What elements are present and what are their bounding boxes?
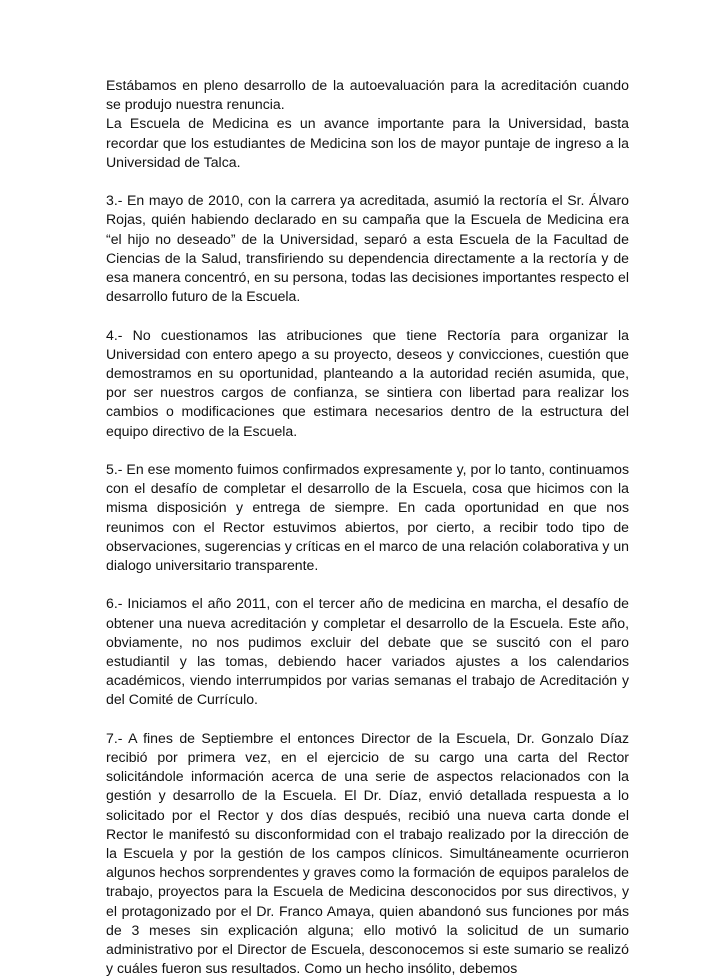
paragraph-spacer bbox=[106, 575, 629, 594]
paragraph-item-6: 6.- Iniciamos el año 2011, con el tercer año de medicina en marcha, el desafío de obtener una nueva acreditación y completar el desarrollo de la Escuela. Este año, obviamente, no nos pudimos excluir del debate que se suscitó con el paro estudiantil y las tomas, debiendo hacer variados ajustes a los calendarios académicos, viendo interrumpidos por varias semanas el trabajo de Acreditación y del Comité de Currículo. bbox=[106, 595, 629, 708]
paragraph-spacer bbox=[106, 441, 629, 460]
paragraph-item-4: 4.- No cuestionamos las atribuciones que tiene Rectoría para organizar la Universidad con entero apego a su proyecto, deseos y convicciones, cuestión que demostramos en su oportunidad, planteando a la autoridad recién asumida, que, por ser nuestros cargos de confianza, se sintiera con libertad para realizar los cambios o modificaciones que estimara necesarios dentro de la estructura del equipo directivo de la Escuela. bbox=[106, 326, 629, 439]
paragraph-item-5: 5.- En ese momento fuimos confirmados expresamente y, por lo tanto, continuamos con el desafío de completar el desarrollo de la Escuela, cosa que hicimos con la misma disposición y entrega de siempre. En cada oportunidad en que nos reunimos con el Rector estuvimos abiertos, por cierto, a recibir todo tipo de observaciones, sugerencias y críticas en el marco de una relación colaborativa y un dialogo universitario transparente. bbox=[106, 461, 629, 574]
paragraph-autoevaluacion: Estábamos en pleno desarrollo de la autoevaluación para la acreditación cuando se produjo nuestra renuncia. bbox=[106, 77, 629, 113]
document-page bbox=[106, 76, 629, 978]
paragraph-spacer bbox=[106, 306, 629, 325]
paragraph-item-7: 7.- A fines de Septiembre el entonces Director de la Escuela, Dr. Gonzalo Díaz recibió por primera vez, en el ejercicio de su cargo una carta del Rector solicitándole información acerca de una serie de aspectos relacionados con la gestión y desarrollo de la Escuela. El Dr. Díaz, envió detallada respuesta a lo solicitado por el Rector y dos días después, recibió una nueva carta donde el Rector le manifestó su disconformidad con el trabajo realizado por la dirección de la Escuela y por la gestión de los campos clínicos. Simultáneamente ocurrieron algunos hechos sorprendentes y graves como la formación de equipos paralelos de trabajo, proyectos para la Escuela de Medicina desconocidos por sus directivos, y el protagonizado por el Dr. Franco Amaya, quien abandonó sus funciones por más de 3 meses sin explicación alguna; ello motivó la solicitud de un sumario administrativo por el Director de Escuela, desconocemos si este sumario se realizó y cuáles fueron sus resultados. Como un hecho insólito, debemos bbox=[106, 729, 629, 977]
paragraph-spacer bbox=[106, 172, 629, 191]
paragraph-escuela-medicina: La Escuela de Medicina es un avance importante para la Universidad, basta recordar que los estudiantes de Medicina son los de mayor puntaje de ingreso a la Universidad de Talca. bbox=[106, 115, 629, 170]
paragraph-spacer bbox=[106, 710, 629, 729]
paragraph-item-3: 3.- En mayo de 2010, con la carrera ya acreditada, asumió la rectoría el Sr. Álvaro Rojas, quién habiendo declarado en su campaña que la Escuela de Medicina era “el hijo no deseado” de la Universidad, separó a esta Escuela de la Facultad de Ciencias de la Salud, transfiriendo su dependencia directamente a la rectoría y de esa manera concentró, en su persona, todas las decisiones importantes respecto el desarrollo futuro de la Escuela. bbox=[106, 192, 629, 305]
